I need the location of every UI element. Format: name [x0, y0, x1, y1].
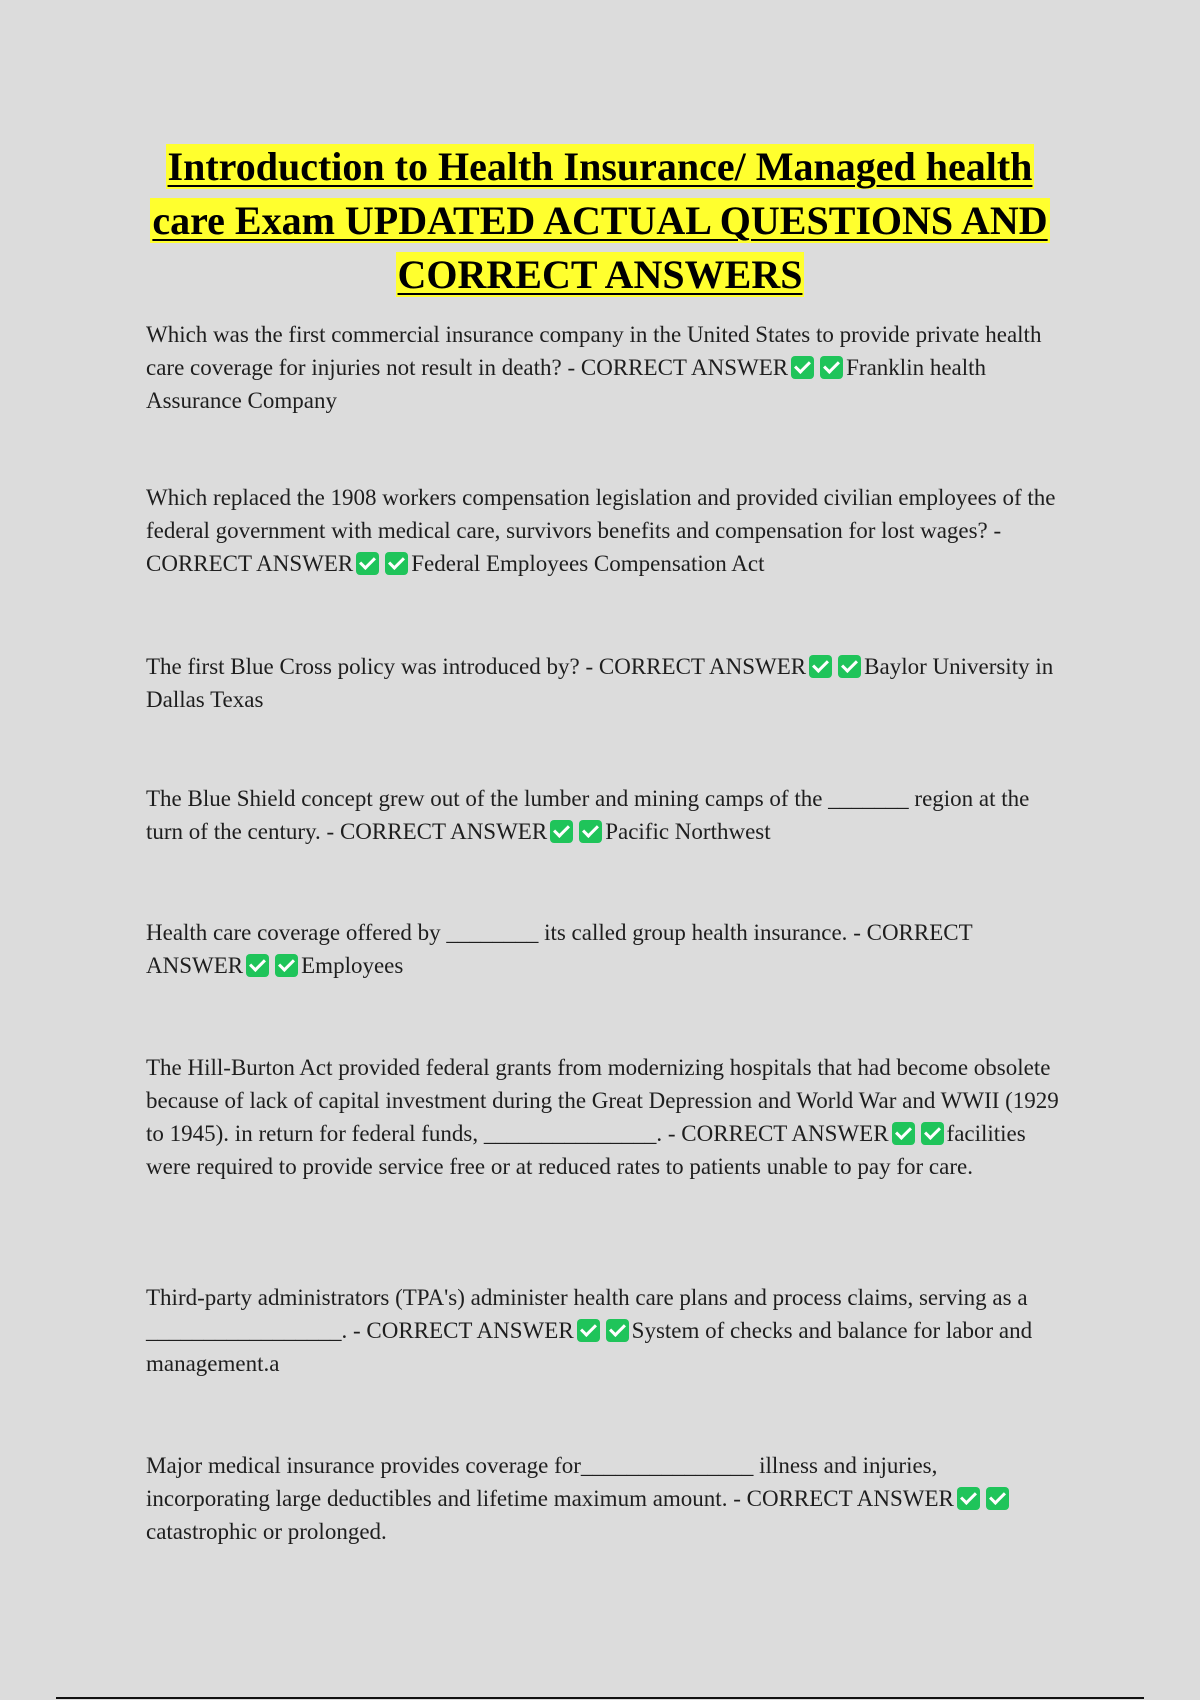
question-text: Health care coverage offered by ________ its called group health insurance.: [146, 920, 848, 945]
question-text: Third-party administrators (TPA's) administer health care plans and process claims, serving as a _________________.: [146, 1285, 1028, 1343]
answer-text: catastrophic or prolonged.: [146, 1519, 387, 1544]
page-bottom-rule: [56, 1697, 1144, 1699]
answer-label: - CORRECT ANSWER: [667, 1121, 889, 1146]
title-line-1: Introduction to Health Insurance/ Managed health: [167, 144, 1033, 189]
answer-label: - CORRECT ANSWER: [146, 920, 973, 978]
check-mark-icon: [957, 1487, 980, 1510]
check-mark-icon: [356, 552, 379, 575]
answer-label: - CORRECT ANSWER: [585, 654, 807, 679]
qa-item-5: [146, 916, 1062, 1051]
qa-item-7: [146, 1281, 1062, 1449]
qa-item-4: [146, 782, 1062, 916]
answer-text: facilities were required to provide service free or at reduced rates to patients unable to pay for care.: [146, 1121, 1026, 1179]
document-title: [130, 140, 1070, 302]
check-mark-icon: [275, 954, 298, 977]
check-mark-icon: [246, 954, 269, 977]
answer-text: Employees: [301, 953, 404, 978]
check-mark-icon: [986, 1487, 1009, 1510]
answer-label: - CORRECT ANSWER: [353, 1318, 574, 1343]
answer-text: Baylor University in Dallas Texas: [146, 654, 1054, 712]
answer-text: System of checks and balance for labor and management.a: [146, 1318, 1033, 1376]
answer-text: Franklin health Assurance Company: [146, 355, 987, 413]
check-mark-icon: [820, 356, 843, 379]
answer-text: Pacific Northwest: [605, 819, 771, 844]
check-mark-icon: [577, 1319, 600, 1342]
answer-label: - CORRECT ANSWER: [733, 1486, 954, 1511]
qa-item-3: [146, 650, 1062, 782]
check-mark-icon: [579, 820, 602, 843]
qa-item-2: [146, 481, 1062, 650]
question-text: The Blue Shield concept grew out of the lumber and mining camps of the _______ region at the turn of the century.: [146, 786, 1030, 844]
question-text: The Hill-Burton Act provided federal grants from modernizing hospitals that had become obsolete because of lack of capital investment during the Great Depression and World War and WWII (1929 to 1945). in return for federal funds, _______________.: [146, 1055, 1059, 1146]
qa-item-6: [146, 1051, 1062, 1281]
check-mark-icon: [606, 1319, 629, 1342]
check-mark-icon: [385, 552, 408, 575]
question-text: The first Blue Cross policy was introduced by?: [146, 654, 580, 679]
title-line-3: CORRECT ANSWERS: [397, 252, 803, 297]
qa-item-1: [146, 318, 1062, 481]
check-mark-icon: [838, 655, 861, 678]
question-text: Major medical insurance provides coverage for_______________ illness and injuries, incorporating large deductibles and lifetime maximum amount.: [146, 1453, 938, 1511]
question-text: Which replaced the 1908 workers compensation legislation and provided civilian employees of the federal government with medical care, survivors benefits and compensation for lost wages?: [146, 485, 1056, 543]
check-mark-icon: [892, 1122, 915, 1145]
answer-label: - CORRECT ANSWER: [146, 518, 1002, 576]
qa-list: [146, 318, 1062, 1548]
check-mark-icon: [791, 356, 814, 379]
qa-item-8: [146, 1449, 1062, 1548]
answer-label: - CORRECT ANSWER: [567, 355, 789, 380]
title-line-2: care Exam UPDATED ACTUAL QUESTIONS AND: [152, 198, 1048, 243]
check-mark-icon: [809, 655, 832, 678]
answer-label: - CORRECT ANSWER: [326, 819, 548, 844]
answer-text: Federal Employees Compensation Act: [411, 551, 765, 576]
check-mark-icon: [921, 1122, 944, 1145]
question-text: Which was the first commercial insurance company in the United States to provide private health care coverage for injuries not result in death?: [146, 322, 1042, 380]
check-mark-icon: [550, 820, 573, 843]
